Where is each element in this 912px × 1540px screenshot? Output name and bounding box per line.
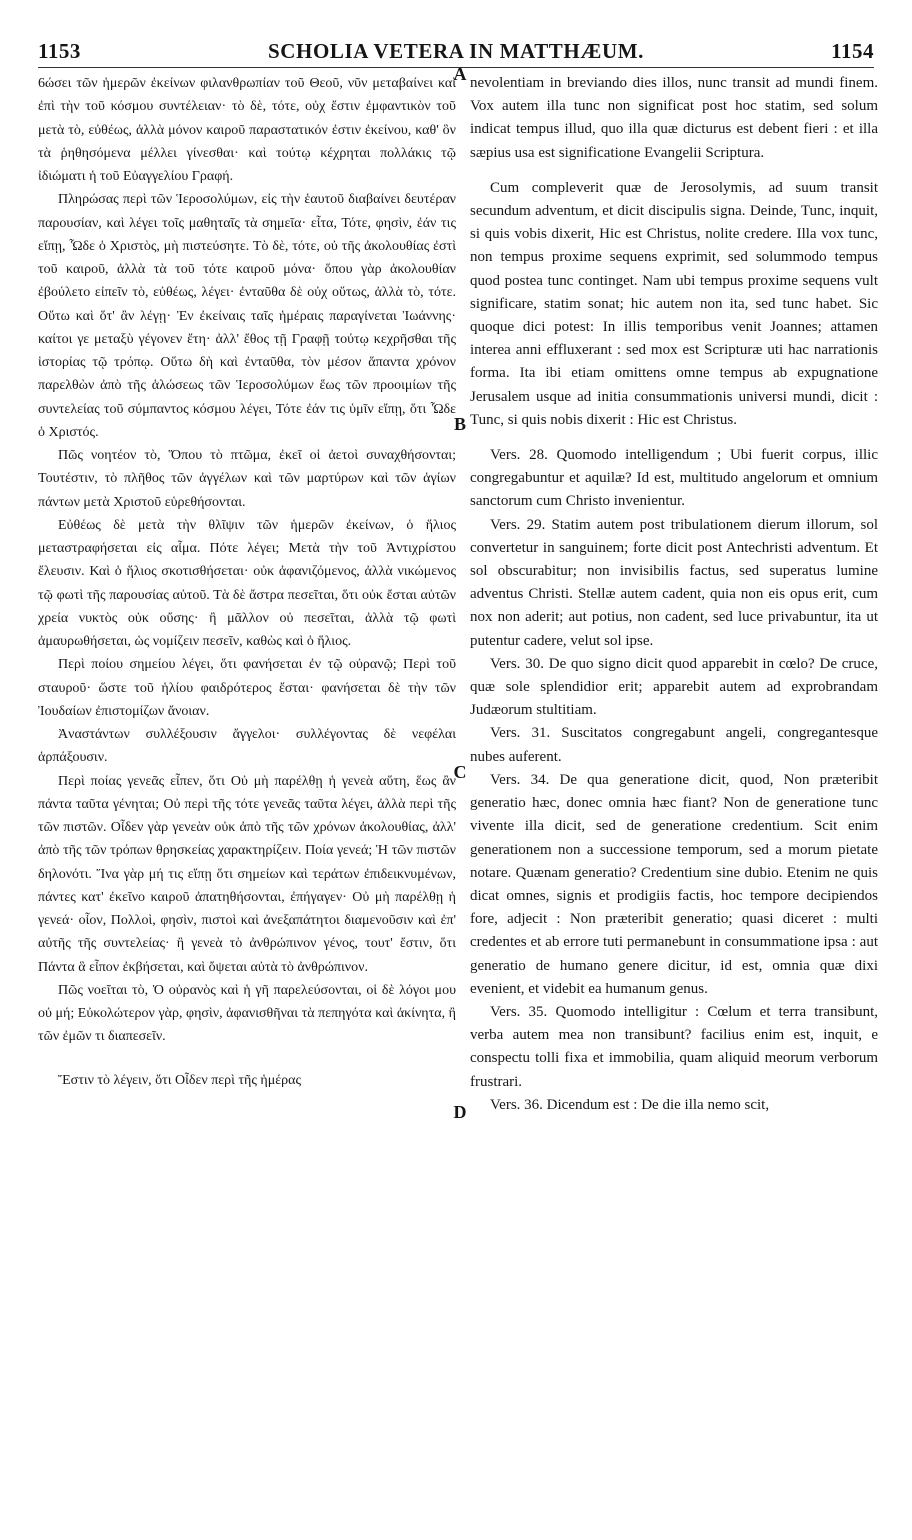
greek-paragraph: Ἔστιν τὸ λέγειν, ὅτι Οἶδεν περὶ τῆς ἡμέρας	[58, 1072, 301, 1088]
latin-column	[470, 72, 878, 1520]
greek-paragraph: Εὐθέως δὲ μετὰ τὴν θλῖψιν τῶν ἡμερῶν ἐκείνων, ὁ ἥλιος μεταστραφήσεται εἰς αἷμα. Πότε λέγει; Μετὰ τὴν τοῦ Ἀντιχρίστου ἔλευσιν. Καὶ ὁ ἥλιος σκοτισθήσεται· οὐκ ἀφανιζόμενος, ἀλλὰ νικώμενος τῷ φωτὶ τῆς παρουσίας αὐτοῦ. Τὰ δὲ ἄστρα πεσεῖται, ὅτι οὐκ ἔσται αὐτῶν χρεία νυκτὸς οὐκ οὔσης· ἢ μᾶλλον οὐ πεσεῖται, ἀλλὰ τῷ φωτὶ ἀμαυρωθήσεται, ὡς νομίζειν πεσεῖν, καθὼς καὶ ὁ ἥλιος.	[38, 517, 456, 649]
page-header	[38, 36, 874, 66]
latin-paragraph: Vers. 34. De qua generatione dicit, quod, Non præteribit generatio hæc, donec omnia hæc fiant? Non de generatione tunc vivente illa dicit, sed de generatione credentium. Scit enim generationem non a successione temporum, sed a morum pietate notare. Quænam generatio? Credentium sine dubio. Etenim ne quis dicat omnes, signis et prodigiis factis, hoc tempore decipiendos fore, adjecit : Non præteribit generatio; quasi diceret : multi credentes et ab errore tuti permanebunt in consummatione ipsa : aut generatio de humano genere dicitur, id est, omnia quæ dixi evenient, et videbit ea humanum genus.	[470, 771, 878, 997]
greek-column	[38, 72, 456, 1520]
greek-paragraph: 6ώσει τῶν ἡμερῶν ἐκείνων φιλανθρωπίαν τοῦ Θεοῦ, νῦν μεταβαίνει καὶ ἐπὶ τὴν τοῦ κόσμου συντέλειαν· τὸ δὲ, τότε, οὐχ ἔστιν ἐμφαντικὸν τοῦ μετὰ τὸ, εὐθέως, ἀλλὰ μόνον καιροῦ παραστατικόν ἐστιν ἐκείνου, καθ' ὃν τὰ ῥηθησόμενα μέλλει γίνεσθαι· καὶ τούτῳ κέχρηται πολλάκις τῷ ἰδιώματι ἡ τοῦ Εὐαγγελίου Γραφή.	[38, 76, 456, 184]
greek-paragraph: Περὶ ποίας γενεᾶς εἶπεν, ὅτι Οὐ μὴ παρέλθῃ ἡ γενεὰ αὕτη, ἕως ἂν πάντα ταῦτα γένηται; Οὐ περὶ τῆς τότε γενεᾶς ταῦτα λέγει, ἀλλὰ περὶ τῆς τῶν πιστῶν. Οἶδεν γὰρ γενεὰν οὐκ ἀπὸ τῆς τῶν χρόνων ἀκολουθίας, ἀλλ' ἀπὸ τῆς τῶν τρόπων θρησκείας χαρακτηρίζειν. Ποία γενεά; Ἡ τῶν πιστῶν δηλονότι. Ἵνα γὰρ μή τις εἴπῃ ὅτι σημείων καὶ τεράτων ἐπιδεικνυμένων, πάντες κατ' ἐκεῖνο καιροῦ ἀπατηθήσονται, ἐπήγαγεν· Οὐ μὴ παρέλθῃ ἡ γενεά· οἷον, Πολλοὶ, φησὶν, πιστοὶ καὶ ἀνεξαπάτητοι διαμενοῦσιν καὶ ἐπ' αὐτῆς τῆς συντελείας· ἢ γενεὰ τὸ ἀνθρώπινον γένος, τουτ' ἔστιν, ὅτι Πάντα ἃ εἶπον ἐκβήσεται, καὶ ὄψεται αὐτὰ τὸ ἀνθρώπινον.	[38, 773, 456, 975]
greek-paragraph: Περὶ ποίου σημείου λέγει, ὅτι φανήσεται ἐν τῷ οὐρανῷ; Περὶ τοῦ σταυροῦ· ὥστε τοῦ ἡλίου φαιδρότερος ἔσται· φανήσεται δὲ τὴν τῶν Ἰουδαίων ἐπιστομίζων ἄνοιαν.	[38, 657, 456, 719]
greek-paragraph: Ἀναστάντων συλλέξουσιν ἄγγελοι· συλλέγοντας δὲ νεφέλαι ἁρπάξουσιν.	[38, 727, 456, 766]
margin-letter-c: C	[453, 762, 467, 782]
latin-paragraph: Vers. 29. Statim autem post tribulationem dierum illorum, sol convertetur in sanguinem; forte dicit post Antechristi adventum. Et sol obscurabitur; non invisibilis factus, sed superatus lumine adventus Christi. Stellæ autem cadent, quia non eis opus erit, cum nox non aderit; aut potius, non cadent, sed luce privabuntur, ita ut putentur cadere, velut sol ipse.	[470, 516, 878, 649]
left-page-number: 1153	[38, 38, 81, 63]
greek-paragraph: Πῶς νοεῖται τὸ, Ὁ οὐρανὸς καὶ ἡ γῆ παρελεύσονται, οἱ δὲ λόγοι μου οὐ μή; Εὐκολώτερον γὰρ, φησὶν, ἀφανισθῆναι τὰ πεπηγότα καὶ ἀκίνητα, ἢ τῶν ἐμῶν τι διαπεσεῖν.	[38, 982, 456, 1045]
right-page-number: 1154	[831, 38, 874, 63]
latin-paragraph: Vers. 30. De quo signo dicit quod apparebit in cœlo? De cruce, quæ sole splendidior erit; apparebit autem ad exprobrandam Judæorum stultitiam.	[470, 655, 878, 719]
running-title: SCHOLIA VETERA IN MATTHÆUM.	[268, 38, 644, 63]
latin-paragraph: nevolentiam in breviando dies illos, nunc transit ad mundi finem. Vox autem illa tunc non significat post hoc statim, sed solum indicat tempus illud, quo illa quæ dicturus est debent fieri : et illa sæpius usa est significatione Evangelii Scriptura.	[470, 75, 878, 161]
margin-letter-a: A	[453, 64, 467, 84]
latin-paragraph: Vers. 35. Quomodo intelligitur : Cœlum et terra transibunt, verba autem mea non transibunt? facilius enim est, inquit, e conspectu tolli fixa et immobilia, quam aliquid meorum verborum frustrari.	[470, 1003, 878, 1090]
latin-paragraph: Vers. 31. Suscitatos congregabunt angeli, congregantesque nubes auferent.	[470, 725, 878, 765]
latin-paragraph: Vers. 28. Quomodo intelligendum ; Ubi fuerit corpus, illic congregabuntur et aquilæ? Id est, multitudo angelorum et omnium sanctorum cum Christo invenientur.	[470, 447, 878, 510]
latin-paragraph: Vers. 36. Dicendum est : De die illa nemo scit,	[490, 1096, 770, 1113]
latin-paragraph: Cum compleverit quæ de Jerosolymis, ad suum transit secundum adventum, et dicit discipulis signa. Deinde, Tunc, inquit, si quis vobis dixerit, Hic est Christus, nolite credere. Illa vox tunc, non tempus proxime sequens exprimit, sed solummodo tempus quod postea tunc continget. Nam ubi tempus proxime sequens vult significare, statim sonat; hic autem non ita, sed tunc habet. Sic quoque dici potest: In illis temporibus venit Joannes; attamen interea anni effluxerant : sed mox est Scripturæ uti hac narrationis forma. Ita ibi etiam omittens omne tempus ab expugnatione Jerusalem usque ad initia consummationis universi mundi, dicit : Tunc, si quis nobis dixerit : Hic est Christus.	[470, 179, 878, 428]
greek-paragraph: Πληρώσας περὶ τῶν Ἱεροσολύμων, εἰς τὴν ἑαυτοῦ διαβαίνει δευτέραν παρουσίαν, καὶ λέγει τοῖς μαθηταῖς τὰ σημεῖα· εἶτα, Τότε, φησὶν, ἐάν τις εἴπῃ, Ὧδε ὁ Χριστὸς, μὴ πιστεύσητε. Τὸ δὲ, τότε, οὐ τῆς ἀκολουθίας ἐστὶ τοῦ καιροῦ, ἀλλὰ τὰ τοῦ τότε καιροῦ μόνα· ὅπου γὰρ ἀκολουθίαν ἐβούλετο εἰπεῖν τὸ, εὐθέως, λέγει· ἐνταῦθα δὲ οὐχ οὕτως, ἀλλὰ τὸ, τότε. Οὕτω καὶ ὅτ' ἂν λέγῃ· Ἐν ἐκείναις ταῖς ἡμέραις παραγίνεται Ἰωάννης· καίτοι γε μεταξὺ γέγονεν ἔτη· ἀλλ' ἔθος τῇ Γραφῇ τούτῳ κεχρῆσθαι τῆς ἱστορίας τῷ τρόπῳ. Οὕτω δὴ καὶ ἐνταῦθα, τὸν μέσον ἅπαντα χρόνον παρελθὼν ἀπὸ τῆς ἁλώσεως τῶν Ἱεροσολύμων ἕως τῶν προοιμίων τῆς συντελείας τοῦ σύμπαντος κόσμου λέγει, Τότε ἐάν τις ὑμῖν εἴπῃ, ὅτι Ὧδε ὁ Χριστός.	[38, 192, 456, 440]
margin-letter-b: B	[453, 414, 466, 434]
greek-paragraph: Πῶς νοητέον τὸ, Ὅπου τὸ πτῶμα, ἐκεῖ οἱ ἀετοὶ συναχθήσονται; Τουτέστιν, τὸ πλῆθος τῶν ἀγγέλων καὶ τῶν μαρτύρων καὶ τῶν ἁγίων πάντων μετὰ Χριστοῦ εὑρεθήσονται.	[38, 448, 456, 510]
margin-letter-d: D	[453, 1102, 467, 1122]
